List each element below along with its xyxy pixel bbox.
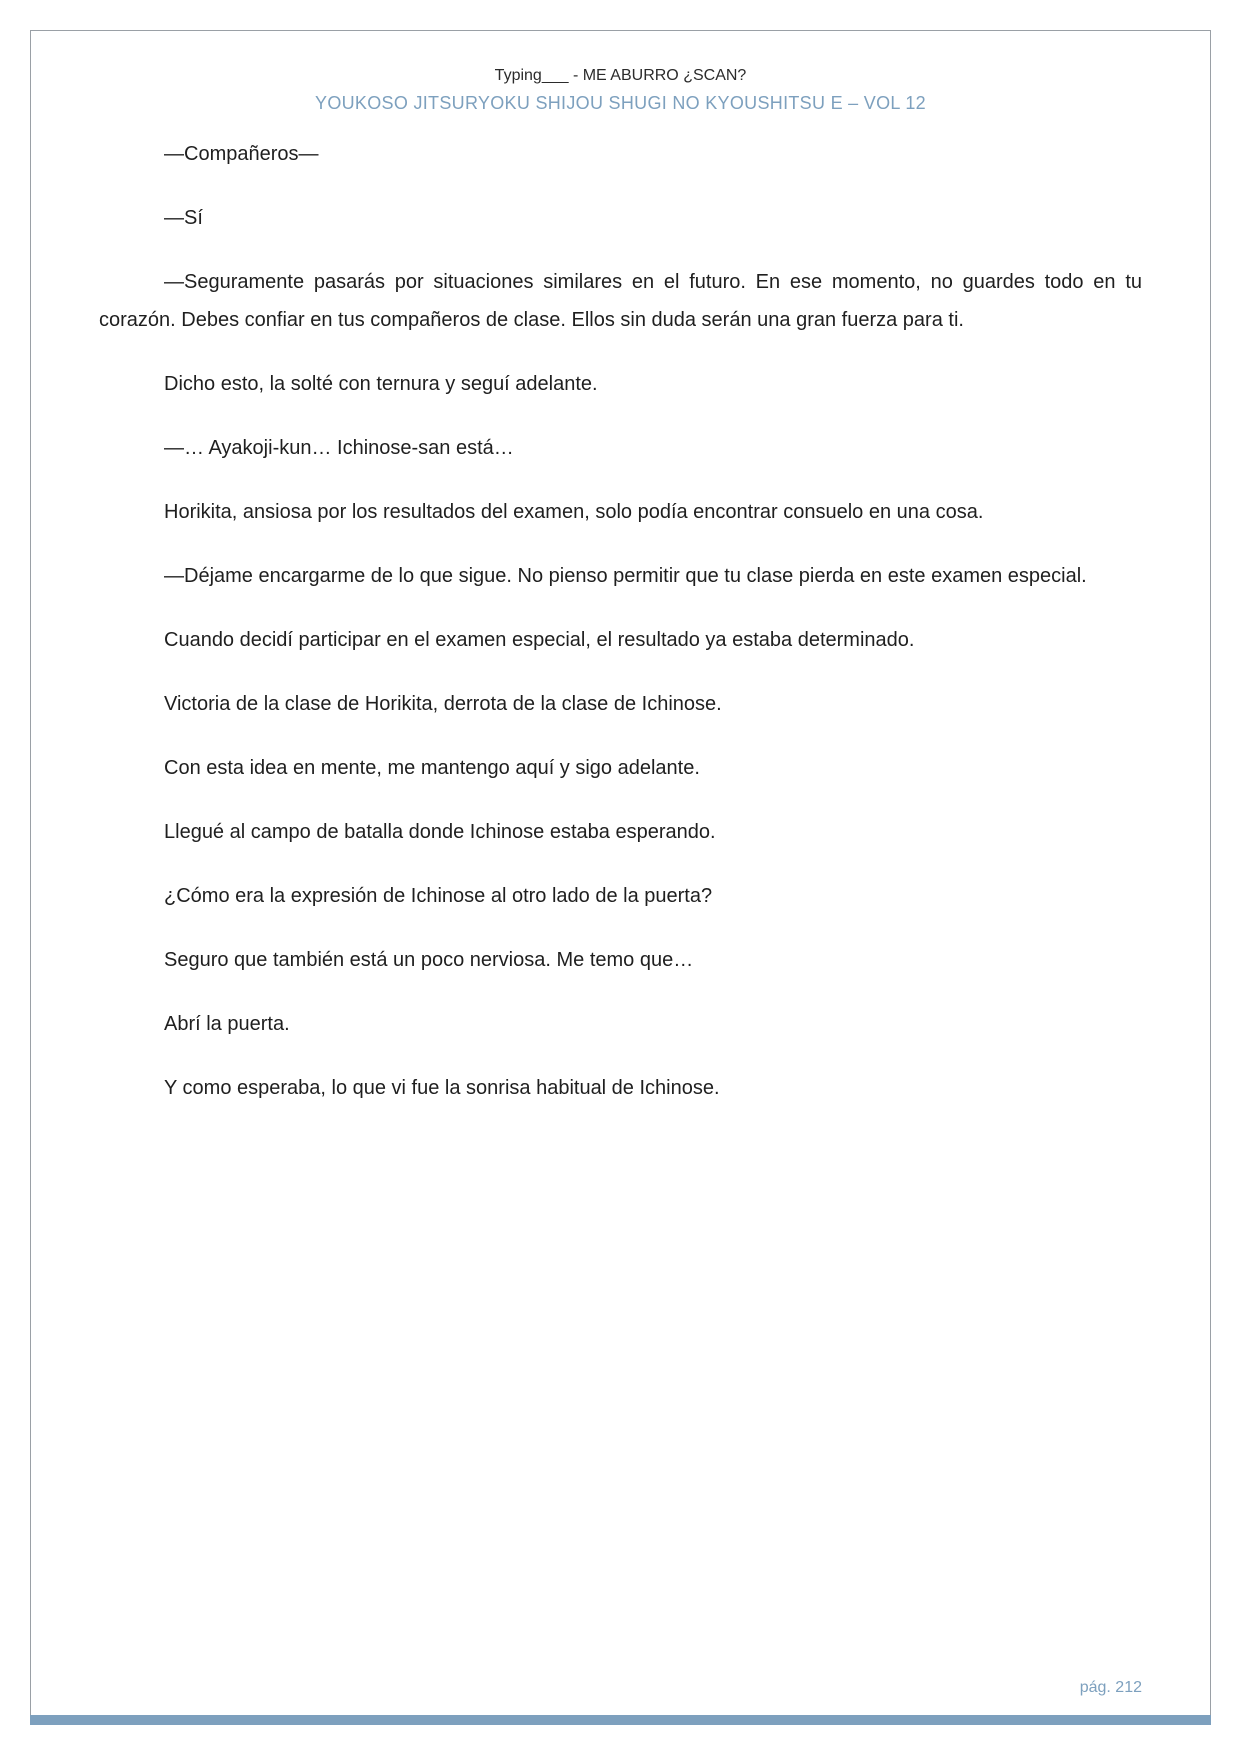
paragraph: Y como esperaba, lo que vi fue la sonrisa habitual de Ichinose. [164,1077,720,1099]
paragraph: Horikita, ansiosa por los resultados del examen, solo podía encontrar consuelo en una cosa. [164,501,984,523]
paragraph: Seguro que también está un poco nerviosa. Me temo que… [164,949,694,971]
document-sheet [30,30,1211,1725]
document-subtitle: YOUKOSO JITSURYOKU SHIJOU SHUGI NO KYOUSHITSU E – VOL 12 [315,93,926,113]
document-body [99,135,1142,1107]
paragraph: —… Ayakoji-kun… Ichinose-san está… [164,437,514,459]
document-header [31,31,1210,117]
paragraph: —Compañeros— [164,143,319,165]
paragraph: Dicho esto, la solté con ternura y seguí adelante. [164,373,598,395]
paragraph: Con esta idea en mente, me mantengo aquí y sigo adelante. [164,757,700,779]
paragraph: Victoria de la clase de Horikita, derrota de la clase de Ichinose. [164,693,722,715]
paragraph: ¿Cómo era la expresión de Ichinose al otro lado de la puerta? [164,885,713,907]
paragraph: Cuando decidí participar en el examen especial, el resultado ya estaba determinado. [164,629,915,651]
page-number: pág. 212 [1079,1679,1142,1696]
document-title: Typing___ - ME ABURRO ¿SCAN? [494,67,747,84]
paragraph: —Sí [164,207,203,229]
paragraph: Llegué al campo de batalla donde Ichinose estaba esperando. [164,821,716,843]
paragraph: Abrí la puerta. [164,1013,290,1035]
bottom-accent-bar [30,1715,1211,1725]
paragraph: —Déjame encargarme de lo que sigue. No pienso permitir que tu clase pierda en este examen especial. [164,565,1087,587]
paragraph: —Seguramente pasarás por situaciones similares en el futuro. En ese momento, no guardes todo en tu corazón. Debes confiar en tus compañeros de clase. Ellos sin duda serán una gran fuerza para ti. [99,271,1142,331]
